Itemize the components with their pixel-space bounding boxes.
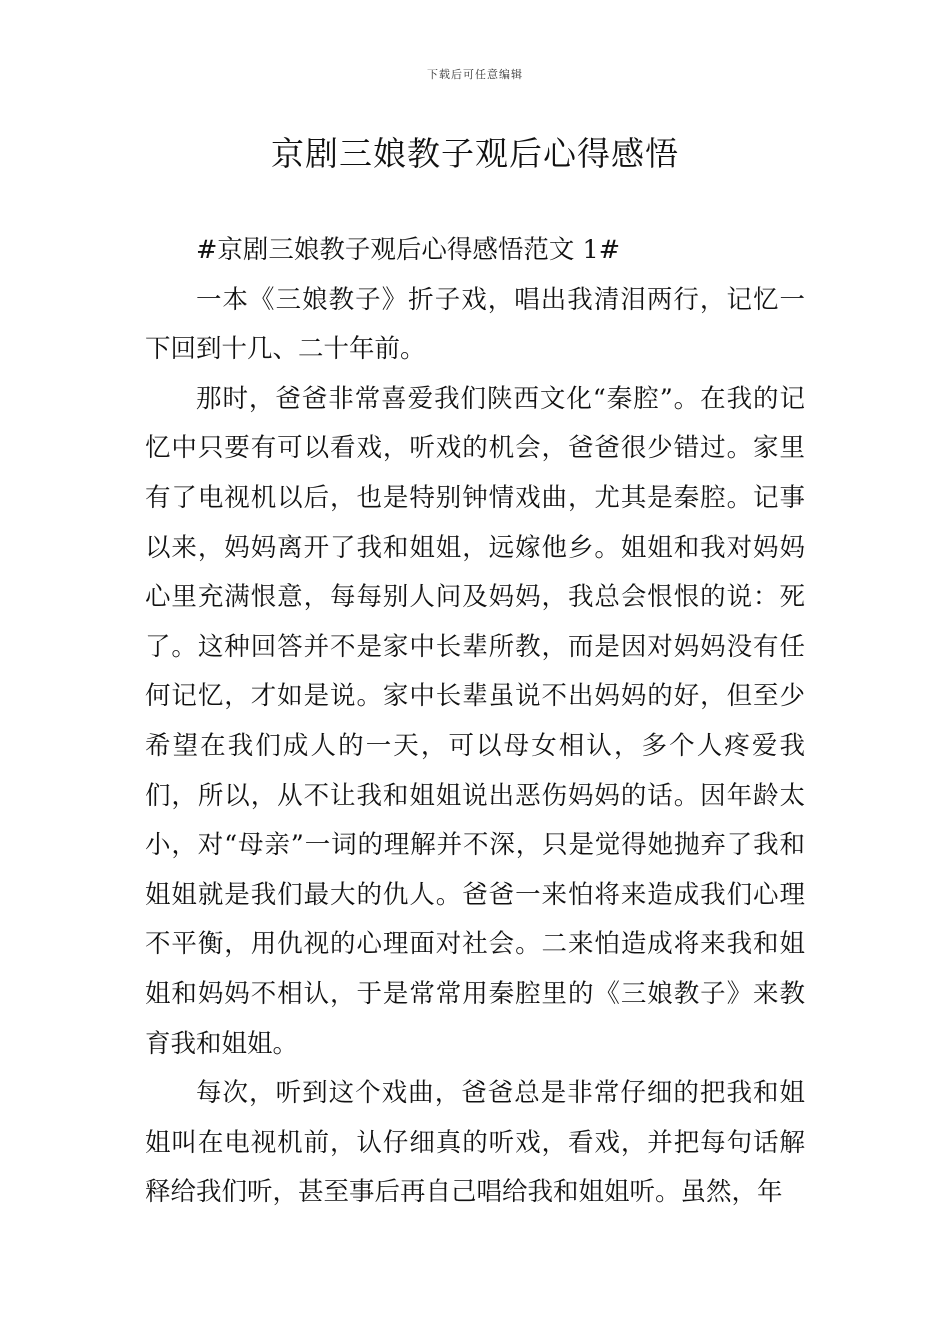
article-body — [145, 226, 805, 1218]
paragraph: 每次，听到这个戏曲，爸爸总是非常仔细的把我和姐姐叫在电视机前，认仔细真的听戏，看戏，并把每句话解释给我们听，甚至事后再自己唱给我和姐姐听。虽然，年 — [145, 1078, 805, 1208]
header-note: 下载后可任意编辑 — [427, 68, 523, 81]
paragraph: 一本《三娘教子》折子戏，唱出我清泪两行，记忆一下回到十几、二十年前。 — [145, 284, 805, 365]
page-title: 京剧三娘教子观后心得感悟 — [271, 134, 679, 173]
section-heading: #京剧三娘教子观后心得感悟范文 1# — [196, 235, 621, 265]
paragraph: 那时，爸爸非常喜爱我们陕西文化“秦腔”。在我的记忆中只要有可以看戏，听戏的机会，爸爸很少错过。家里有了电视机以后，也是特别钟情戏曲，尤其是秦腔。记事以来，妈妈离开了我和姐姐，远嫁他乡。姐姐和我对妈妈心里充满恨意，每每别人问及妈妈，我总会恨恨的说：死了。这种回答并不是家中长辈所教，而是因对妈妈没有任何记忆，才如是说。家中长辈虽说不出妈妈的好，但至少希望在我们成人的一天，可以母女相认，多个人疼爱我们，所以，从不让我和姐姐说出恶伤妈妈的话。因年龄太小，对“母亲”一词的理解并不深，只是觉得她抛弃了我和姐姐就是我们最大的仇人。爸爸一来怕将来造成我们心理不平衡，用仇视的心理面对社会。二来怕造成将来我和姐姐和妈妈不相认，于是常常用秦腔里的《三娘教子》来教育我和姐姐。 — [145, 383, 805, 1059]
